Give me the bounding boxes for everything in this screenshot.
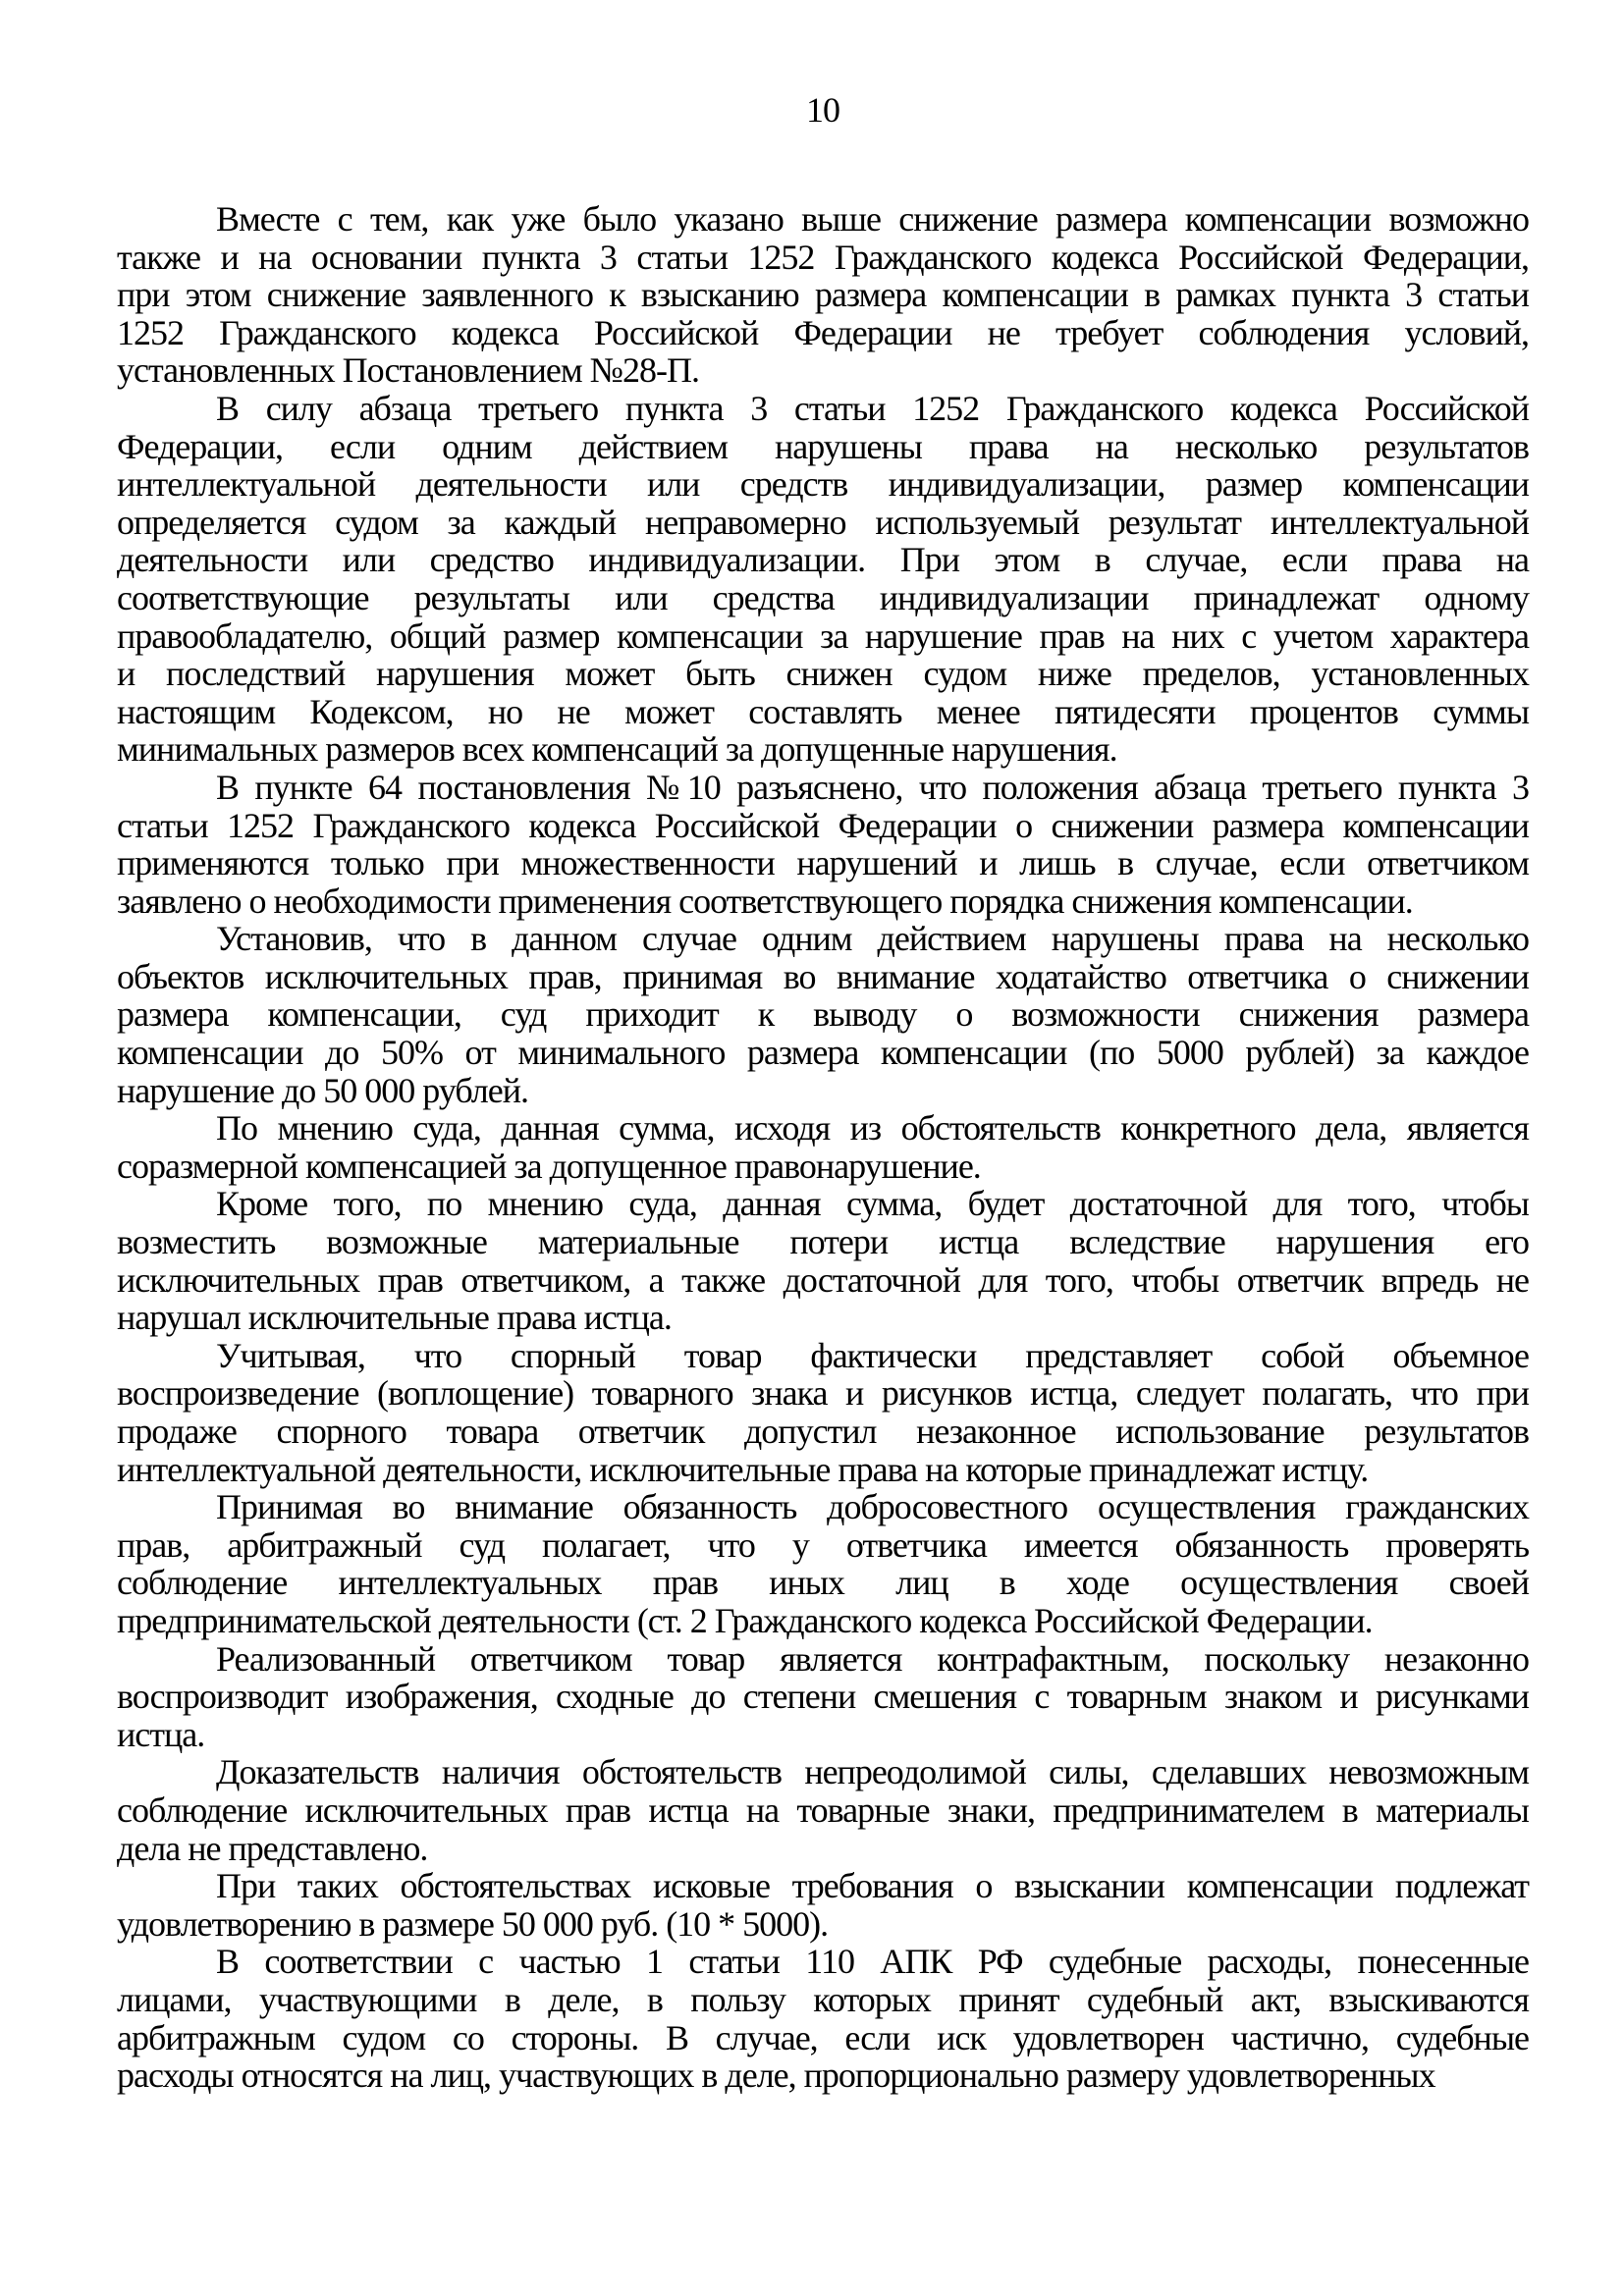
text-line: также и на основании пункта 3 статьи 1252 Гражданского кодекса Российской Федерации, — [117, 237, 1529, 277]
text-line: настоящим Кодексом, но не может составлять менее пятидесяти процентов суммы — [117, 691, 1529, 731]
text-line: расходы относятся на лиц, участвующих в деле, пропорционально размеру удовлетворенных — [117, 2056, 1435, 2096]
text-line: объектов исключительных прав, принимая во внимание ходатайство ответчика о снижении — [117, 956, 1529, 996]
text-line: соблюдение интеллектуальных прав иных лиц в ходе осуществления своей — [117, 1563, 1529, 1603]
text-line: установленных Постановлением №28-П. — [117, 350, 699, 391]
text-line: При таких обстоятельствах исковые требования о взыскании компенсации подлежат — [216, 1866, 1529, 1906]
paragraph — [117, 1943, 1529, 2094]
text-line: соразмерной компенсацией за допущенное правонарушение. — [117, 1146, 981, 1186]
text-line: интеллектуальной деятельности или средств индивидуализации, размер компенсации — [117, 464, 1529, 505]
text-line: минимальных размеров всех компенсаций за допущенные нарушения. — [117, 729, 1117, 770]
text-line: размера компенсации, суд приходит к выводу о возможности снижения размера — [117, 994, 1529, 1035]
text-line: статьи 1252 Гражданского кодекса Российской Федерации о снижении размера компенсации — [117, 805, 1529, 845]
text-line: интеллектуальной деятельности, исключительные права на которые принадлежат истцу. — [117, 1449, 1369, 1489]
document-body — [117, 200, 1529, 2095]
text-line: Федерации, если одним действием нарушены права на несколько результатов — [117, 426, 1529, 466]
text-line: определяется судом за каждый неправомерно используемый результат интеллектуальной — [117, 502, 1529, 542]
text-line: соответствующие результаты или средства индивидуализации принадлежат одному — [117, 577, 1529, 617]
paragraph — [117, 1753, 1529, 1867]
text-line: Кроме того, по мнению суда, данная сумма, будет достаточной для того, чтобы — [216, 1184, 1529, 1224]
text-line: исключительных прав ответчиком, а также достаточной для того, чтобы ответчик впредь не — [117, 1259, 1529, 1300]
text-line: В соответствии с частью 1 статьи 110 АПК РФ судебные расходы, понесенные — [216, 1942, 1529, 1982]
text-line: возместить возможные материальные потери истца вследствие нарушения его — [117, 1222, 1529, 1262]
text-line: 1252 Гражданского кодекса Российской Федерации не требует соблюдения условий, — [117, 312, 1529, 352]
text-line: деятельности или средство индивидуализации. При этом в случае, если права на — [117, 540, 1529, 580]
paragraph — [117, 769, 1529, 920]
paragraph — [117, 1640, 1529, 1754]
paragraph — [117, 1488, 1529, 1639]
paragraph — [117, 1337, 1529, 1488]
text-line: Учитывая, что спорный товар фактически представляет собой объемное — [216, 1335, 1529, 1375]
text-line: дела не представлено. — [117, 1828, 428, 1868]
text-line: при этом снижение заявленного к взысканию размера компенсации в рамках пункта 3 статьи — [117, 275, 1529, 315]
text-line: Доказательств наличия обстоятельств непреодолимой силы, сделавших невозможным — [216, 1752, 1529, 1792]
paragraph — [117, 1867, 1529, 1943]
text-line: применяются только при множественности нарушений и лишь в случае, если ответчиком — [117, 843, 1529, 883]
paragraph — [117, 390, 1529, 769]
text-line: соблюдение исключительных прав истца на товарные знаки, предпринимателем в материалы — [117, 1789, 1529, 1830]
paragraph — [117, 920, 1529, 1109]
paragraph — [117, 200, 1529, 390]
text-line: лицами, участвующими в деле, в пользу которых принят судебный акт, взыскиваются — [117, 1979, 1529, 2019]
text-line: удовлетворению в размере 50 000 руб. (10 * 5000). — [117, 1903, 829, 1944]
text-line: Вместе с тем, как уже было указано выше снижение размера компенсации возможно — [216, 199, 1529, 239]
text-line: истца. — [117, 1714, 205, 1754]
text-line: и последствий нарушения может быть снижен судом ниже пределов, установленных — [117, 654, 1529, 694]
text-line: В пункте 64 постановления №10 разъяснено, что положения абзаца третьего пункта 3 — [216, 767, 1529, 807]
text-line: нарушение до 50 000 рублей. — [117, 1070, 528, 1110]
text-line: правообладателю, общий размер компенсации за нарушение прав на них с учетом характера — [117, 615, 1529, 656]
text-line: воспроизведение (воплощение) товарного знака и рисунков истца, следует полагать, что при — [117, 1373, 1529, 1414]
text-line: компенсации до 50% от минимального размера компенсации (по 5000 рублей) за каждое — [117, 1033, 1529, 1073]
paragraph — [117, 1109, 1529, 1185]
text-line: По мнению суда, данная сумма, исходя из обстоятельств конкретного дела, является — [216, 1108, 1529, 1148]
text-line: Реализованный ответчиком товар является контрафактным, поскольку незаконно — [216, 1638, 1529, 1679]
text-line: Установив, что в данном случае одним действием нарушены права на несколько — [216, 919, 1529, 959]
text-line: арбитражным судом со стороны. В случае, если иск удовлетворен частично, судебные — [117, 2017, 1529, 2057]
text-line: воспроизводит изображения, сходные до степени смешения с товарным знаком и рисунками — [117, 1677, 1529, 1717]
paragraph — [117, 1185, 1529, 1336]
text-line: продаже спорного товара ответчик допустил незаконное использование результатов — [117, 1412, 1529, 1451]
text-line: В силу абзаца третьего пункта 3 статьи 1252 Гражданского кодекса Российской — [216, 388, 1529, 428]
text-line: Принимая во внимание обязанность добросовестного осуществления гражданских — [216, 1487, 1529, 1527]
text-line: нарушал исключительные права истца. — [117, 1298, 672, 1338]
page-number: 10 — [806, 90, 839, 130]
text-line: прав, арбитражный суд полагает, что у ответчика имеется обязанность проверять — [117, 1524, 1529, 1565]
text-line: заявлено о необходимости применения соответствующего порядка снижения компенсации. — [117, 881, 1413, 921]
text-line: предпринимательской деятельности (ст. 2 Гражданского кодекса Российской Федерации. — [117, 1600, 1373, 1640]
